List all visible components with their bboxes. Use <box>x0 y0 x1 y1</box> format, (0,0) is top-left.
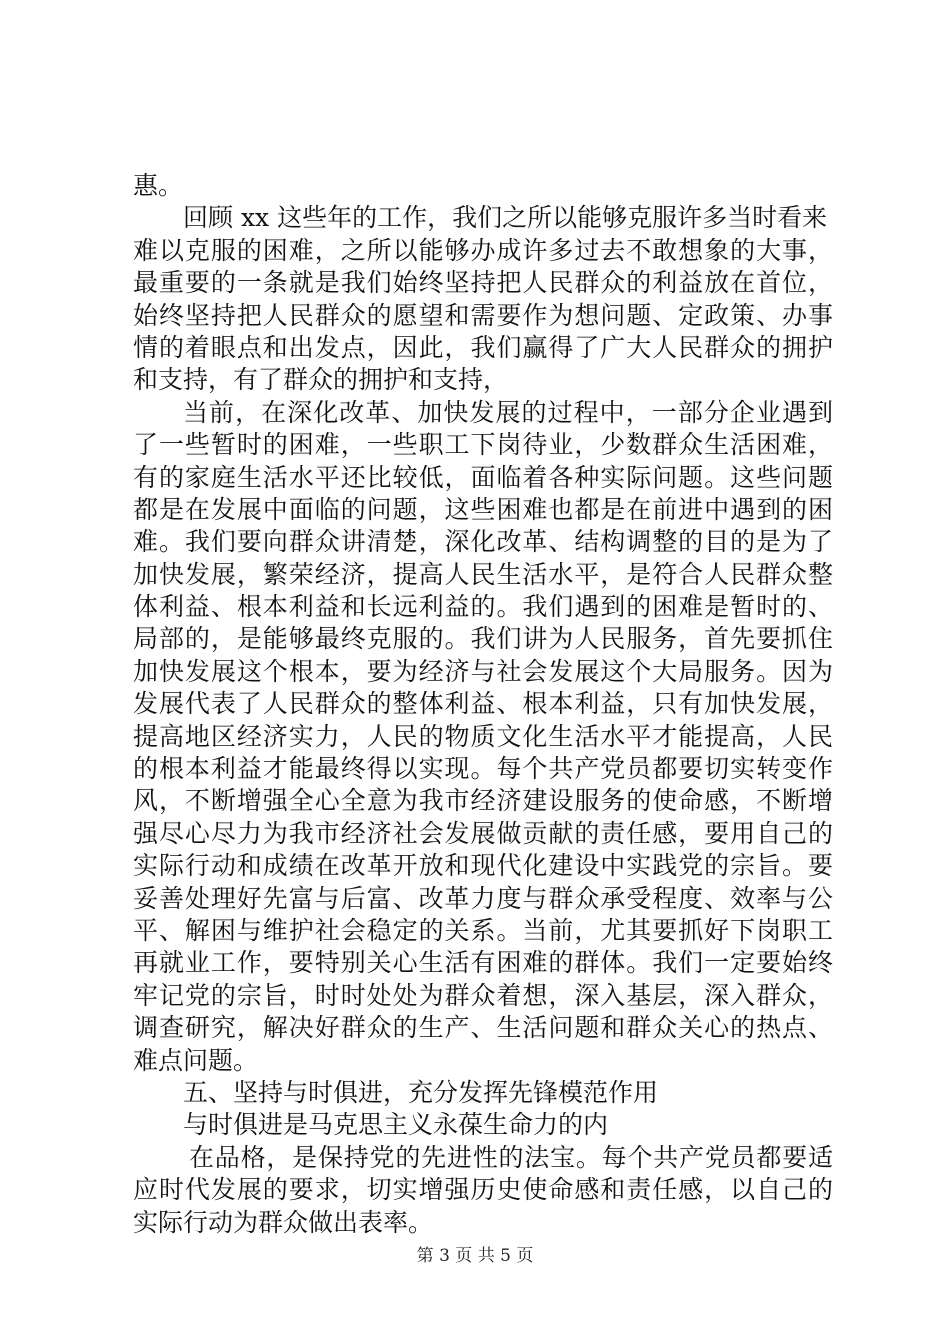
text-line: 平、解困与维护社会稳定的关系。当前，尤其要抓好下岗职工 <box>133 915 833 945</box>
text-line: 应时代发展的要求，切实增强历史使命感和责任感，以自己的 <box>133 1175 833 1205</box>
text-line: 体利益、根本利益和长远利益的。我们遇到的困难是暂时的、 <box>133 592 833 622</box>
text-line: 发展代表了人民群众的整体利益、根本利益，只有加快发展， <box>133 689 833 719</box>
text-line: 加快发展，繁荣经济，提高人民生活水平，是符合人民群众整 <box>133 559 833 589</box>
text-line: 有的家庭生活水平还比较低，面临着各种实际问题。这些问题 <box>133 462 833 492</box>
text-line: 妥善处理好先富与后富、改革力度与群众承受程度、效率与公 <box>133 883 833 913</box>
text-line: 了一些暂时的困难，一些职工下岗待业，少数群众生活困难， <box>133 430 833 460</box>
text-line: 牢记党的宗旨，时时处处为群众着想，深入基层，深入群众， <box>133 980 833 1010</box>
text-line: 和支持，有了群众的拥护和支持， <box>133 365 509 395</box>
paragraph-first-line: 与时俱进是马克思主义永葆生命力的内 <box>183 1110 609 1140</box>
text-line: 强尽心尽力为我市经济社会发展做贡献的责任感，要用自己的 <box>133 818 833 848</box>
text-line: 最重要的一条就是我们始终坚持把人民群众的利益放在首位， <box>133 268 833 298</box>
page-number-footer: 第 3 页 共 5 页 <box>416 1246 534 1266</box>
text-line: 惠。 <box>133 171 184 200</box>
text-line: 难以克服的困难，之所以能够办成许多过去不敢想象的大事， <box>133 235 833 265</box>
text-line: 再就业工作，要特别关心生活有困难的群体。我们一定要始终 <box>133 948 833 978</box>
text-line: 在品格，是保持党的先进性的法宝。每个共产党员都要适 <box>189 1142 833 1172</box>
section-heading: 五、坚持与时俱进，充分发挥先锋模范作用 <box>183 1077 659 1107</box>
text-line: 风，不断增强全心全意为我市经济建设服务的使命感，不断增 <box>133 786 833 816</box>
text-line: 难。我们要向群众讲清楚，深化改革、结构调整的目的是为了 <box>133 527 833 557</box>
document-body <box>133 170 833 1239</box>
text-line: 的根本利益才能最终得以实现。每个共产党员都要切实转变作 <box>133 754 833 784</box>
text-line: 始终坚持把人民群众的愿望和需要作为想问题、定政策、办事 <box>133 300 833 330</box>
text-line: 都是在发展中面临的问题，这些困难也都是在前进中遇到的困 <box>133 494 833 524</box>
text-line: 提高地区经济实力，人民的物质文化生活水平才能提高，人民 <box>133 721 833 751</box>
text-line: 调查研究，解决好群众的生产、生活问题和群众关心的热点、 <box>133 1013 833 1043</box>
paragraph-first-line: 回顾 xx 这些年的工作，我们之所以能够克服许多当时看来 <box>183 203 828 233</box>
text-line: 难点问题。 <box>133 1045 259 1075</box>
text-line: 实际行动为群众做出表率。 <box>133 1207 434 1237</box>
text-line: 加快发展这个根本，要为经济与社会发展这个大局服务。因为 <box>133 656 833 686</box>
paragraph-first-line: 当前，在深化改革、加快发展的过程中，一部分企业遇到 <box>183 397 833 427</box>
text-line: 情的着眼点和出发点，因此，我们赢得了广大人民群众的拥护 <box>133 332 833 362</box>
text-line: 局部的，是能够最终克服的。我们讲为人民服务，首先要抓住 <box>133 624 833 654</box>
text-line: 实际行动和成绩在改革开放和现代化建设中实践党的宗旨。要 <box>133 851 833 881</box>
